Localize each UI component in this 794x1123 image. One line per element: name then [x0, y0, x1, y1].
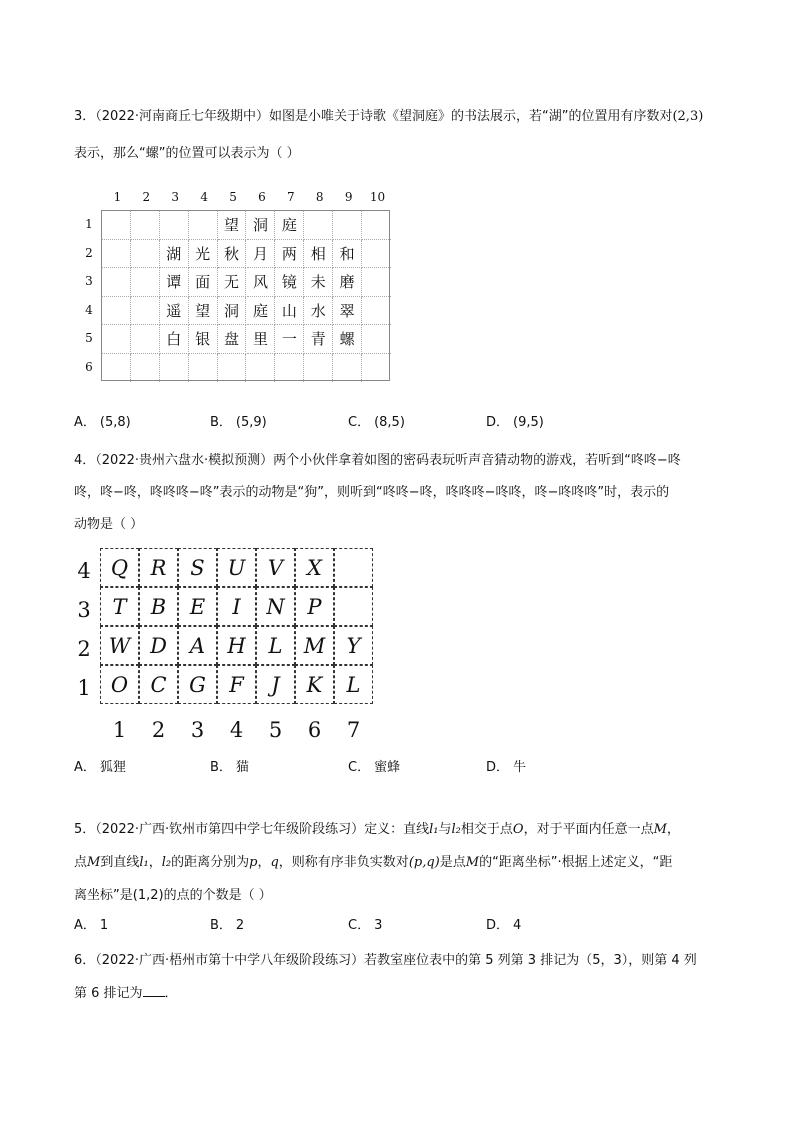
row-number: 2 — [85, 245, 93, 260]
poem-cell: 和 — [333, 240, 362, 269]
column-number: 3 — [171, 190, 180, 204]
option-label: C． — [348, 760, 371, 775]
q3-text-1: 3．（2022·河南商丘七年级期中）如图是小唯关于诗歌《望洞庭》的书法展示，若“湖”的位置用有序数对 — [74, 109, 673, 124]
row-number: 6 — [85, 359, 93, 374]
q5-text: 点 — [74, 855, 88, 870]
row-number: 4 — [77, 559, 91, 583]
poem-cell — [102, 268, 131, 297]
poem-cell — [362, 325, 391, 354]
q5-text: ， — [148, 855, 162, 870]
poem-cell: 银 — [189, 325, 218, 354]
option-label: A． — [74, 918, 96, 933]
poem-cell — [218, 354, 247, 383]
poem-cell — [131, 325, 160, 354]
poem-cell: 相 — [304, 240, 333, 269]
poem-cell: 磨 — [333, 268, 362, 297]
letter-cell: J — [256, 665, 295, 704]
poem-cell — [189, 211, 218, 240]
column-number: 4 — [229, 718, 244, 742]
column-number: 5 — [229, 190, 237, 204]
q3-line1 — [74, 107, 703, 127]
column-number: 10 — [369, 190, 386, 204]
letter-cell: S — [178, 548, 217, 587]
column-number: 8 — [315, 190, 324, 204]
letter-cell: Y — [334, 626, 373, 665]
letter-cell: F — [217, 665, 256, 704]
q5-pair: (1,2) — [132, 888, 164, 903]
q5-point-m: M — [87, 855, 101, 870]
poem-cell: 望 — [218, 211, 247, 240]
letter-cell: X — [295, 548, 334, 587]
q5-line3 — [74, 886, 272, 906]
option-b[interactable] — [210, 413, 267, 433]
letter-cell: L — [256, 626, 295, 665]
letter-grid — [100, 548, 374, 708]
column-number: 2 — [151, 718, 166, 742]
letter-cell — [334, 587, 373, 626]
poem-cell: 庭 — [275, 211, 304, 240]
poem-cell: 镜 — [275, 268, 304, 297]
poem-cell — [362, 268, 391, 297]
row-number: 1 — [77, 676, 91, 700]
poem-cell — [362, 297, 391, 326]
poem-cell: 庭 — [247, 297, 276, 326]
q6-line2 — [74, 984, 178, 1004]
option-value: 狐狸 — [99, 760, 126, 775]
poem-cell: 风 — [247, 268, 276, 297]
option-label: D． — [486, 918, 510, 933]
option-label: C． — [348, 918, 371, 933]
poem-cell — [247, 354, 276, 383]
option-value: (9,5) — [513, 415, 544, 430]
q5-q: q — [270, 855, 279, 870]
letter-cell: H — [217, 626, 256, 665]
poem-cell: 一 — [275, 325, 304, 354]
q5-point-o: O — [512, 822, 524, 837]
option-label: C． — [348, 415, 371, 430]
option-d[interactable] — [486, 758, 526, 778]
letter-cell: T — [100, 587, 139, 626]
option-d[interactable] — [486, 413, 544, 433]
option-value: 4 — [513, 918, 522, 933]
row-number: 3 — [85, 274, 93, 288]
q5-p: p — [249, 855, 258, 870]
option-c[interactable] — [348, 413, 405, 433]
poem-cell: 光 — [189, 240, 218, 269]
poem-cell: 洞 — [247, 211, 276, 240]
option-b[interactable] — [210, 916, 244, 936]
q5-text: ， — [666, 822, 680, 837]
q5-line2 — [74, 853, 672, 873]
poem-cell — [362, 354, 391, 383]
q4-line3: 动物是（ ） — [74, 517, 144, 532]
option-value: 2 — [235, 918, 245, 933]
column-number: 3 — [190, 718, 205, 742]
column-number: 2 — [142, 190, 151, 204]
poem-cell — [160, 211, 189, 240]
q4-line2: 咚，咚−咚，咚咚咚−咚”表示的动物是“狗”，则听到“咚咚−咚，咚咚咚−咚咚，咚−咚咚咚”时，表示的 — [74, 485, 670, 500]
option-label: D． — [486, 760, 510, 775]
row-number: 5 — [85, 331, 93, 345]
poem-cell — [131, 268, 160, 297]
q5-text: 到直线 — [100, 855, 140, 870]
letter-cell: R — [139, 548, 178, 587]
option-value: (5,8) — [99, 415, 131, 430]
poem-grid — [101, 210, 390, 381]
option-label: A． — [74, 760, 96, 775]
option-value: (5,9) — [235, 415, 267, 430]
letter-cell: G — [178, 665, 217, 704]
q5-point-m: M — [465, 855, 480, 870]
q5-text: 是点 — [439, 855, 466, 870]
poem-cell: 月 — [247, 240, 276, 269]
letter-cell: V — [256, 548, 295, 587]
option-value: 蜜蜂 — [374, 760, 401, 775]
poem-cell — [189, 354, 218, 383]
letter-cell: D — [139, 626, 178, 665]
column-number: 6 — [307, 718, 322, 742]
column-number: 5 — [268, 718, 283, 742]
letter-cell: N — [256, 587, 295, 626]
option-value: 3 — [374, 918, 383, 933]
poem-cell — [304, 354, 333, 383]
option-label: D． — [486, 415, 510, 430]
poem-cell — [102, 325, 131, 354]
answer-blank[interactable] — [143, 984, 165, 997]
letter-cell: B — [139, 587, 178, 626]
row-number: 2 — [77, 637, 91, 661]
q5-l2: l₂ — [451, 822, 461, 837]
q5-text: 离坐标”是 — [74, 888, 133, 903]
poem-cell — [131, 240, 160, 269]
option-value: 1 — [99, 918, 109, 933]
option-d[interactable] — [486, 916, 521, 936]
row-number: 4 — [85, 302, 93, 317]
poem-cell — [102, 240, 131, 269]
letter-cell: P — [295, 587, 334, 626]
poem-cell — [275, 354, 304, 383]
column-number: 1 — [113, 190, 122, 204]
letter-cell — [334, 548, 373, 587]
letter-cell: W — [100, 626, 139, 665]
option-label: A． — [74, 415, 96, 430]
poem-cell: 两 — [275, 240, 304, 269]
column-number: 7 — [287, 190, 295, 204]
letter-cell: E — [178, 587, 217, 626]
row-number: 1 — [85, 217, 93, 231]
letter-cell: M — [295, 626, 334, 665]
q5-text: ， — [257, 855, 271, 870]
q5-text: 的“距离坐标”·根据上述定义，“距 — [479, 855, 673, 870]
poem-cell: 谭 — [160, 268, 189, 297]
poem-cell — [362, 240, 391, 269]
q5-text: ，对于平面内任意一点 — [523, 822, 654, 837]
q3-line2: 表示，那么“螺”的位置可以表示为（ ） — [74, 146, 300, 161]
poem-cell: 盘 — [218, 325, 247, 354]
q5-l1: l₁ — [429, 822, 439, 837]
option-b[interactable] — [210, 758, 249, 778]
poem-cell — [102, 354, 131, 383]
row-number: 3 — [77, 598, 91, 622]
column-number: 1 — [112, 718, 127, 742]
poem-cell: 秋 — [218, 240, 247, 269]
column-number: 4 — [200, 190, 208, 204]
poem-cell: 未 — [304, 268, 333, 297]
option-label: B． — [210, 415, 232, 430]
option-a[interactable] — [74, 413, 131, 433]
q5-text: 5．（2022·广西·钦州市第四中学七年级阶段练习）定义：直线 — [74, 822, 430, 837]
letter-cell: U — [217, 548, 256, 587]
option-value: 猫 — [235, 760, 249, 775]
poem-cell: 望 — [189, 297, 218, 326]
option-label: B． — [210, 760, 232, 775]
q5-text: 的距离分别为 — [171, 855, 250, 870]
poem-cell: 水 — [304, 297, 333, 326]
letter-cell: I — [217, 587, 256, 626]
poem-cell: 洞 — [218, 297, 247, 326]
poem-cell: 里 — [247, 325, 276, 354]
letter-cell: K — [295, 665, 334, 704]
poem-cell: 螺 — [333, 325, 362, 354]
q5-text: ，则称有序非负实数对 — [278, 855, 409, 870]
option-value: (8,5) — [374, 415, 405, 430]
q5-text: 的点的个数是（ ） — [163, 888, 272, 903]
q6-text: 第 6 排记为 — [74, 986, 143, 1001]
option-c[interactable] — [348, 758, 400, 778]
q6-line1: 6．（2022·广西·梧州市第十中学八年级阶段练习）若教室座位表中的第 5 列第 3 排记为（5，3），则第 4 列 — [74, 953, 697, 968]
option-value: 牛 — [513, 760, 527, 775]
q5-text: 与 — [438, 822, 452, 837]
q5-text: 相交于点 — [460, 822, 513, 837]
poem-cell — [160, 354, 189, 383]
letter-cell: A — [178, 626, 217, 665]
poem-cell — [131, 211, 160, 240]
q5-line1 — [74, 820, 680, 840]
q4-line1: 4．（2022·贵州六盘水·模拟预测）两个小伙伴拿着如图的密码表玩听声音猜动物的游戏，若听到“咚咚−咚 — [74, 453, 681, 468]
poem-cell: 面 — [189, 268, 218, 297]
poem-cell — [333, 211, 362, 240]
poem-cell — [102, 297, 131, 326]
poem-cell: 遥 — [160, 297, 189, 326]
letter-cell: L — [334, 665, 373, 704]
q5-l1: l₁ — [139, 855, 149, 870]
q5-point-m: M — [653, 822, 667, 837]
column-number: 9 — [344, 190, 353, 204]
letter-cell: O — [100, 665, 139, 704]
q6-text: ． — [164, 986, 178, 1001]
poem-cell — [131, 354, 160, 383]
q3-pair: (2,3) — [672, 109, 704, 124]
option-c[interactable] — [348, 916, 382, 936]
poem-cell — [131, 297, 160, 326]
poem-cell — [304, 211, 333, 240]
option-a[interactable] — [74, 758, 126, 778]
column-number: 6 — [258, 190, 266, 204]
option-a[interactable] — [74, 916, 108, 936]
poem-cell: 山 — [275, 297, 304, 326]
poem-cell: 白 — [160, 325, 189, 354]
poem-cell — [333, 354, 362, 383]
option-label: B． — [210, 918, 232, 933]
poem-cell: 青 — [304, 325, 333, 354]
poem-cell — [102, 211, 131, 240]
q5-pq: (p,q) — [408, 855, 440, 870]
poem-cell: 翠 — [333, 297, 362, 326]
poem-cell: 无 — [218, 268, 247, 297]
column-number: 7 — [346, 718, 361, 742]
q5-l2: l₂ — [161, 855, 172, 870]
poem-cell — [362, 211, 391, 240]
poem-cell: 湖 — [160, 240, 189, 269]
letter-cell: C — [139, 665, 178, 704]
letter-cell: Q — [100, 548, 139, 587]
